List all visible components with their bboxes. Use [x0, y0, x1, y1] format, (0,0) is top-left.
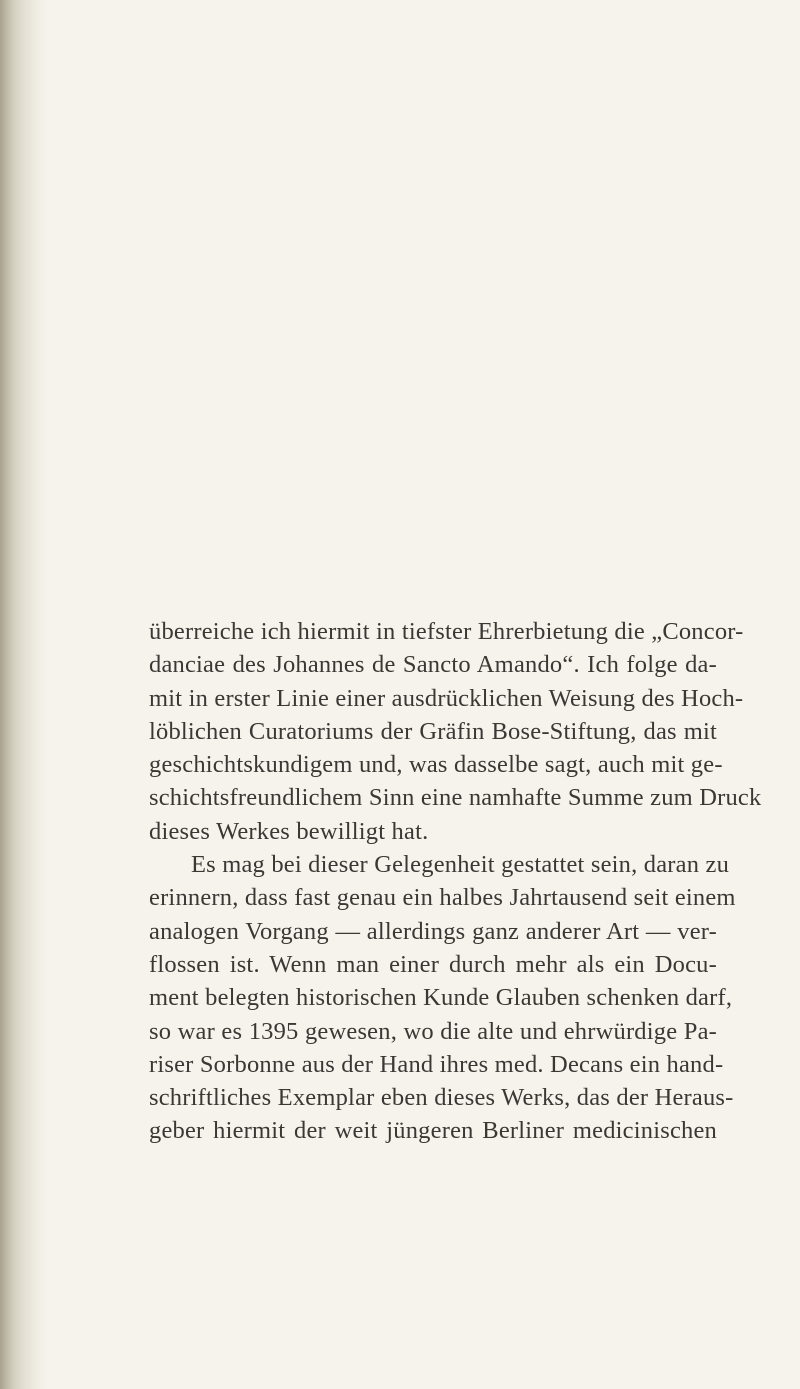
text-line: riser Sorbonne aus der Hand ihres med. Decans ein hand- [149, 1050, 724, 1078]
text-line: schriftliches Exemplar eben dieses Werks, das der Heraus- [149, 1084, 734, 1112]
paragraph-start-line: Es mag bei dieser Gelegenheit gestattet sein, daran zu [191, 851, 730, 879]
text-line: löblichen Curatoriums der Gräfin Bose-Stiftung, das mit [149, 717, 717, 745]
text-line: danciae des Johannes de Sancto Amando“. Ich folge da- [149, 651, 717, 679]
text-line: mit in erster Linie einer ausdrücklichen Weisung des Hoch- [149, 684, 744, 712]
text-line: ment belegten historischen Kunde Glauben schenken darf, [149, 984, 733, 1012]
text-line: überreiche ich hiermit in tiefster Ehrerbietung die „Concor- [149, 618, 744, 645]
text-line: geber hiermit der weit jüngeren Berliner medicinischen [149, 1117, 717, 1145]
text-line: flossen ist. Wenn man einer durch mehr als ein Docu- [149, 950, 717, 978]
text-line: analogen Vorgang — allerdings ganz anderer Art — ver- [149, 917, 717, 945]
body-text [149, 615, 762, 1148]
text-line: schichtsfreundlichem Sinn eine namhafte Summe zum Druck [149, 784, 762, 812]
paragraph-end-line: dieses Werkes bewilligt hat. [149, 817, 429, 845]
text-line: geschichtskundigem und, was dasselbe sagt, auch mit ge- [149, 751, 723, 779]
page-binding-shadow [0, 0, 48, 1389]
text-line: erinnern, dass fast genau ein halbes Jahrtausend seit einem [149, 884, 736, 912]
text-line: so war es 1395 gewesen, wo die alte und ehrwürdige Pa- [149, 1017, 717, 1045]
